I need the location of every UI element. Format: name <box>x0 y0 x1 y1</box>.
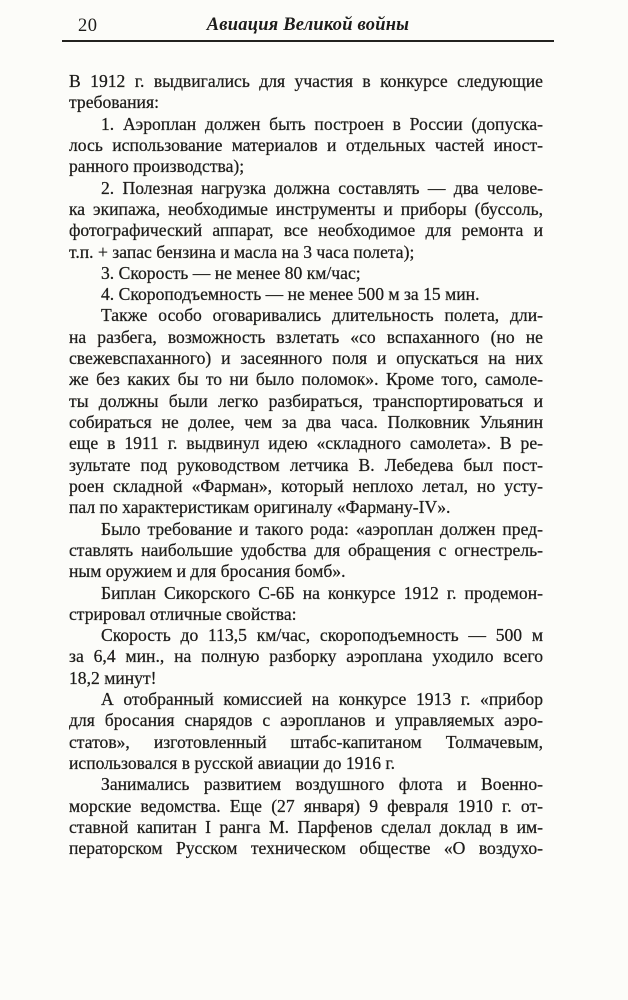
text-line: ставлять наибольшие удобства для обращения с огнестрель- <box>69 539 543 560</box>
text-line: роен складной «Фарман», который неплохо летал, но усту- <box>69 475 543 496</box>
text-line: т.п. + запас бензина и масла на 3 часа полета); <box>69 241 415 262</box>
text-line: Биплан Сикорского С-6Б на конкурсе 1912 г. продемон- <box>101 582 543 603</box>
text-line: Занимались развитием воздушного флота и Военно- <box>101 774 543 795</box>
text-line: собираться не долее, чем за два часа. Полковник Ульянин <box>69 412 543 432</box>
text-line: стрировал отличные свойства: <box>69 603 297 624</box>
text-line: ператорском Русском техническом обществе «О воздухо- <box>69 838 543 859</box>
text-line: требования: <box>69 92 159 113</box>
text-line: на разбега, возможность взлетать «со вспаханного (но не <box>69 326 543 347</box>
text-line: 3. Скорость — не менее 80 км/час; <box>101 262 361 283</box>
text-line: же без каких бы то ни было поломок». Кроме того, самоле- <box>69 369 543 390</box>
text-line: 4. Скороподъемность — не менее 500 м за 15 мин. <box>101 284 480 305</box>
text-line: Было требование и такого рода: «аэроплан должен пред- <box>101 518 543 539</box>
text-line: ты должны были легко разбираться, транспортироваться и <box>69 390 543 411</box>
text-line: Скорость до 113,5 км/час, скороподъемность — 500 м <box>101 625 543 646</box>
text-line: Также особо оговаривались длительность полета, дли- <box>101 305 543 326</box>
text-line: 2. Полезная нагрузка должна составлять — два челове- <box>101 177 543 198</box>
page-text <box>69 71 543 860</box>
text-line: свежевспаханного) и засеянного поля и опускаться на них <box>69 348 543 369</box>
text-line: 18,2 минут! <box>69 667 157 688</box>
text-line: ранного производства); <box>69 156 245 177</box>
page-header <box>62 15 554 42</box>
page-number: 20 <box>78 16 98 36</box>
running-title: Авиация Великой войны <box>206 15 410 35</box>
text-line: для бросания снарядов с аэропланов и управляемых аэро- <box>69 710 543 731</box>
text-line: морские ведомства. Еще (27 января) 9 февраля 1910 г. от- <box>69 795 543 816</box>
text-line: ка экипажа, необходимые инструменты и приборы (буссоль, <box>69 198 543 219</box>
text-line: А отобранный комиссией на конкурсе 1913 г. «прибор <box>101 689 543 710</box>
text-line: фотографический аппарат, все необходимое для ремонта и <box>69 220 543 241</box>
text-line: В 1912 г. выдвигались для участия в конкурсе следующие <box>69 71 543 91</box>
text-line: статов», изготовленный штабс-капитаном Толмачевым, <box>69 731 543 752</box>
text-line: ным оружием и для бросания бомб». <box>69 561 346 582</box>
text-line: пал по характеристикам оригиналу «Фарману-IV». <box>69 497 451 518</box>
text-line: зультате под руководством летчика В. Лебедева был пост- <box>69 454 543 475</box>
text-line: ставной капитан I ранга М. Парфенов сделал доклад в им- <box>69 816 543 837</box>
text-line: еще в 1911 г. выдвинул идею «складного самолета». В ре- <box>69 433 543 454</box>
text-line: лось использование материалов и отдельных частей иност- <box>69 134 543 155</box>
text-line: за 6,4 мин., на полную разборку аэроплана уходило всего <box>69 646 543 667</box>
text-line: использовался в русской авиации до 1916 г. <box>69 753 396 773</box>
text-line: 1. Аэроплан должен быть построен в России (допуска- <box>101 113 543 134</box>
